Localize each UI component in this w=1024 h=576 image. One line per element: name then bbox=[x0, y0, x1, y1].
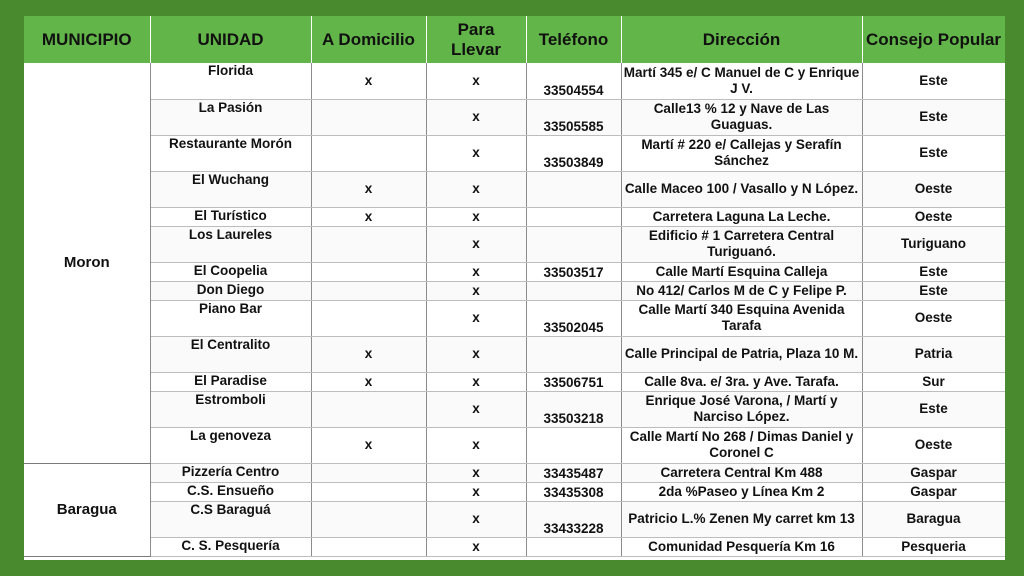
unidad-cell: Estromboli bbox=[150, 391, 311, 427]
domicilio-cell bbox=[311, 99, 426, 135]
consejo-cell: Oeste bbox=[862, 171, 1005, 207]
header-unidad: UNIDAD bbox=[150, 16, 311, 63]
consejo-cell: Gaspar bbox=[862, 463, 1005, 482]
table-row bbox=[24, 372, 1005, 391]
telefono-cell bbox=[526, 207, 621, 226]
consejo-cell: Este bbox=[862, 281, 1005, 300]
consejo-cell: Este bbox=[862, 99, 1005, 135]
consejo-cell: Este bbox=[862, 391, 1005, 427]
consejo-cell: Gaspar bbox=[862, 482, 1005, 501]
telefono-cell bbox=[526, 427, 621, 463]
direccion-cell: Carretera Laguna La Leche. bbox=[621, 207, 862, 226]
table-row bbox=[24, 226, 1005, 262]
direccion-cell: Calle13 % 12 y Nave de Las Guaguas. bbox=[621, 99, 862, 135]
table-row bbox=[24, 463, 1005, 482]
telefono-cell: 33503218 bbox=[526, 391, 621, 427]
direccion-cell: Calle Martí No 268 / Dimas Daniel y Coronel C bbox=[621, 427, 862, 463]
restaurant-table-sheet bbox=[24, 16, 1005, 560]
unidad-cell: El Turístico bbox=[150, 207, 311, 226]
header-para-llevar-label: Para Llevar bbox=[450, 19, 502, 59]
unidad-cell: C. S. Pesquería bbox=[150, 537, 311, 556]
domicilio-cell bbox=[311, 537, 426, 556]
telefono-cell: 33503849 bbox=[526, 135, 621, 171]
header-para-llevar bbox=[426, 16, 526, 63]
table-row bbox=[24, 482, 1005, 501]
telefono-cell: 33435308 bbox=[526, 482, 621, 501]
unidad-cell: Don Diego bbox=[150, 281, 311, 300]
table-row bbox=[24, 427, 1005, 463]
unidad-cell: Florida bbox=[150, 63, 311, 99]
unidad-cell: C.S. Ensueño bbox=[150, 482, 311, 501]
table-row bbox=[24, 262, 1005, 281]
domicilio-cell: x bbox=[311, 427, 426, 463]
para-llevar-cell: x bbox=[426, 482, 526, 501]
domicilio-cell: x bbox=[311, 171, 426, 207]
telefono-cell: 33435487 bbox=[526, 463, 621, 482]
para-llevar-cell: x bbox=[426, 99, 526, 135]
para-llevar-cell: x bbox=[426, 226, 526, 262]
unidad-cell: Piano Bar bbox=[150, 300, 311, 336]
para-llevar-cell: x bbox=[426, 427, 526, 463]
unidad-cell: Los Laureles bbox=[150, 226, 311, 262]
table-row bbox=[24, 391, 1005, 427]
para-llevar-cell: x bbox=[426, 207, 526, 226]
telefono-cell bbox=[526, 537, 621, 556]
consejo-cell: Patria bbox=[862, 336, 1005, 372]
para-llevar-cell: x bbox=[426, 537, 526, 556]
table-row bbox=[24, 135, 1005, 171]
unidad-cell: El Coopelia bbox=[150, 262, 311, 281]
domicilio-cell bbox=[311, 281, 426, 300]
direccion-cell: No 412/ Carlos M de C y Felipe P. bbox=[621, 281, 862, 300]
table-row bbox=[24, 207, 1005, 226]
direccion-cell: Calle Martí 340 Esquina Avenida Tarafa bbox=[621, 300, 862, 336]
domicilio-cell: x bbox=[311, 63, 426, 99]
consejo-cell: Oeste bbox=[862, 427, 1005, 463]
domicilio-cell: x bbox=[311, 372, 426, 391]
para-llevar-cell: x bbox=[426, 281, 526, 300]
consejo-cell: Oeste bbox=[862, 207, 1005, 226]
table-row bbox=[24, 537, 1005, 556]
domicilio-cell bbox=[311, 501, 426, 537]
para-llevar-cell: x bbox=[426, 372, 526, 391]
table-body bbox=[24, 63, 1005, 556]
direccion-cell: Calle Maceo 100 / Vasallo y N López. bbox=[621, 171, 862, 207]
unidad-cell: El Paradise bbox=[150, 372, 311, 391]
para-llevar-cell: x bbox=[426, 336, 526, 372]
telefono-cell bbox=[526, 281, 621, 300]
direccion-cell: Calle Principal de Patria, Plaza 10 M. bbox=[621, 336, 862, 372]
header-consejo-popular: Consejo Popular bbox=[862, 16, 1005, 63]
table-row bbox=[24, 281, 1005, 300]
table-row bbox=[24, 171, 1005, 207]
para-llevar-cell: x bbox=[426, 171, 526, 207]
telefono-cell: 33503517 bbox=[526, 262, 621, 281]
domicilio-cell bbox=[311, 482, 426, 501]
direccion-cell: Patricio L.% Zenen My carret km 13 bbox=[621, 501, 862, 537]
domicilio-cell bbox=[311, 262, 426, 281]
consejo-cell: Baragua bbox=[862, 501, 1005, 537]
domicilio-cell: x bbox=[311, 207, 426, 226]
consejo-cell: Oeste bbox=[862, 300, 1005, 336]
direccion-cell: Edificio # 1 Carretera Central Turiguanó. bbox=[621, 226, 862, 262]
direccion-cell: Comunidad Pesquería Km 16 bbox=[621, 537, 862, 556]
header-row bbox=[24, 16, 1005, 63]
telefono-cell: 33506751 bbox=[526, 372, 621, 391]
direccion-cell: Calle 8va. e/ 3ra. y Ave. Tarafa. bbox=[621, 372, 862, 391]
domicilio-cell bbox=[311, 300, 426, 336]
header-direccion: Dirección bbox=[621, 16, 862, 63]
unidad-cell: El Centralito bbox=[150, 336, 311, 372]
direccion-cell: Martí # 220 e/ Callejas y Serafín Sánchez bbox=[621, 135, 862, 171]
table-row bbox=[24, 501, 1005, 537]
municipio-cell: Baragua bbox=[24, 463, 150, 556]
para-llevar-cell: x bbox=[426, 501, 526, 537]
para-llevar-cell: x bbox=[426, 391, 526, 427]
domicilio-cell bbox=[311, 391, 426, 427]
header-domicilio: A Domicilio bbox=[311, 16, 426, 63]
consejo-cell: Este bbox=[862, 262, 1005, 281]
domicilio-cell: x bbox=[311, 336, 426, 372]
unidad-cell: El Wuchang bbox=[150, 171, 311, 207]
direccion-cell: 2da %Paseo y Línea Km 2 bbox=[621, 482, 862, 501]
telefono-cell: 33502045 bbox=[526, 300, 621, 336]
consejo-cell: Este bbox=[862, 63, 1005, 99]
domicilio-cell bbox=[311, 226, 426, 262]
telefono-cell bbox=[526, 336, 621, 372]
direccion-cell: Carretera Central Km 488 bbox=[621, 463, 862, 482]
unidad-cell: La genoveza bbox=[150, 427, 311, 463]
header-telefono: Teléfono bbox=[526, 16, 621, 63]
consejo-cell: Turiguano bbox=[862, 226, 1005, 262]
telefono-cell: 33433228 bbox=[526, 501, 621, 537]
table-row bbox=[24, 63, 1005, 99]
table-row bbox=[24, 300, 1005, 336]
municipio-cell: Moron bbox=[24, 63, 150, 463]
domicilio-cell bbox=[311, 135, 426, 171]
restaurant-table bbox=[24, 16, 1005, 557]
telefono-cell: 33504554 bbox=[526, 63, 621, 99]
direccion-cell: Calle Martí Esquina Calleja bbox=[621, 262, 862, 281]
consejo-cell: Pesqueria bbox=[862, 537, 1005, 556]
unidad-cell: Pizzería Centro bbox=[150, 463, 311, 482]
para-llevar-cell: x bbox=[426, 135, 526, 171]
para-llevar-cell: x bbox=[426, 262, 526, 281]
consejo-cell: Sur bbox=[862, 372, 1005, 391]
direccion-cell: Enrique José Varona, / Martí y Narciso López. bbox=[621, 391, 862, 427]
unidad-cell: Restaurante Morón bbox=[150, 135, 311, 171]
telefono-cell: 33505585 bbox=[526, 99, 621, 135]
telefono-cell bbox=[526, 171, 621, 207]
unidad-cell: C.S Baraguá bbox=[150, 501, 311, 537]
domicilio-cell bbox=[311, 463, 426, 482]
para-llevar-cell: x bbox=[426, 63, 526, 99]
header-municipio: MUNICIPIO bbox=[24, 16, 150, 63]
unidad-cell: La Pasión bbox=[150, 99, 311, 135]
table-row bbox=[24, 336, 1005, 372]
para-llevar-cell: x bbox=[426, 300, 526, 336]
direccion-cell: Martí 345 e/ C Manuel de C y Enrique J V. bbox=[621, 63, 862, 99]
para-llevar-cell: x bbox=[426, 463, 526, 482]
consejo-cell: Este bbox=[862, 135, 1005, 171]
telefono-cell bbox=[526, 226, 621, 262]
table-row bbox=[24, 99, 1005, 135]
